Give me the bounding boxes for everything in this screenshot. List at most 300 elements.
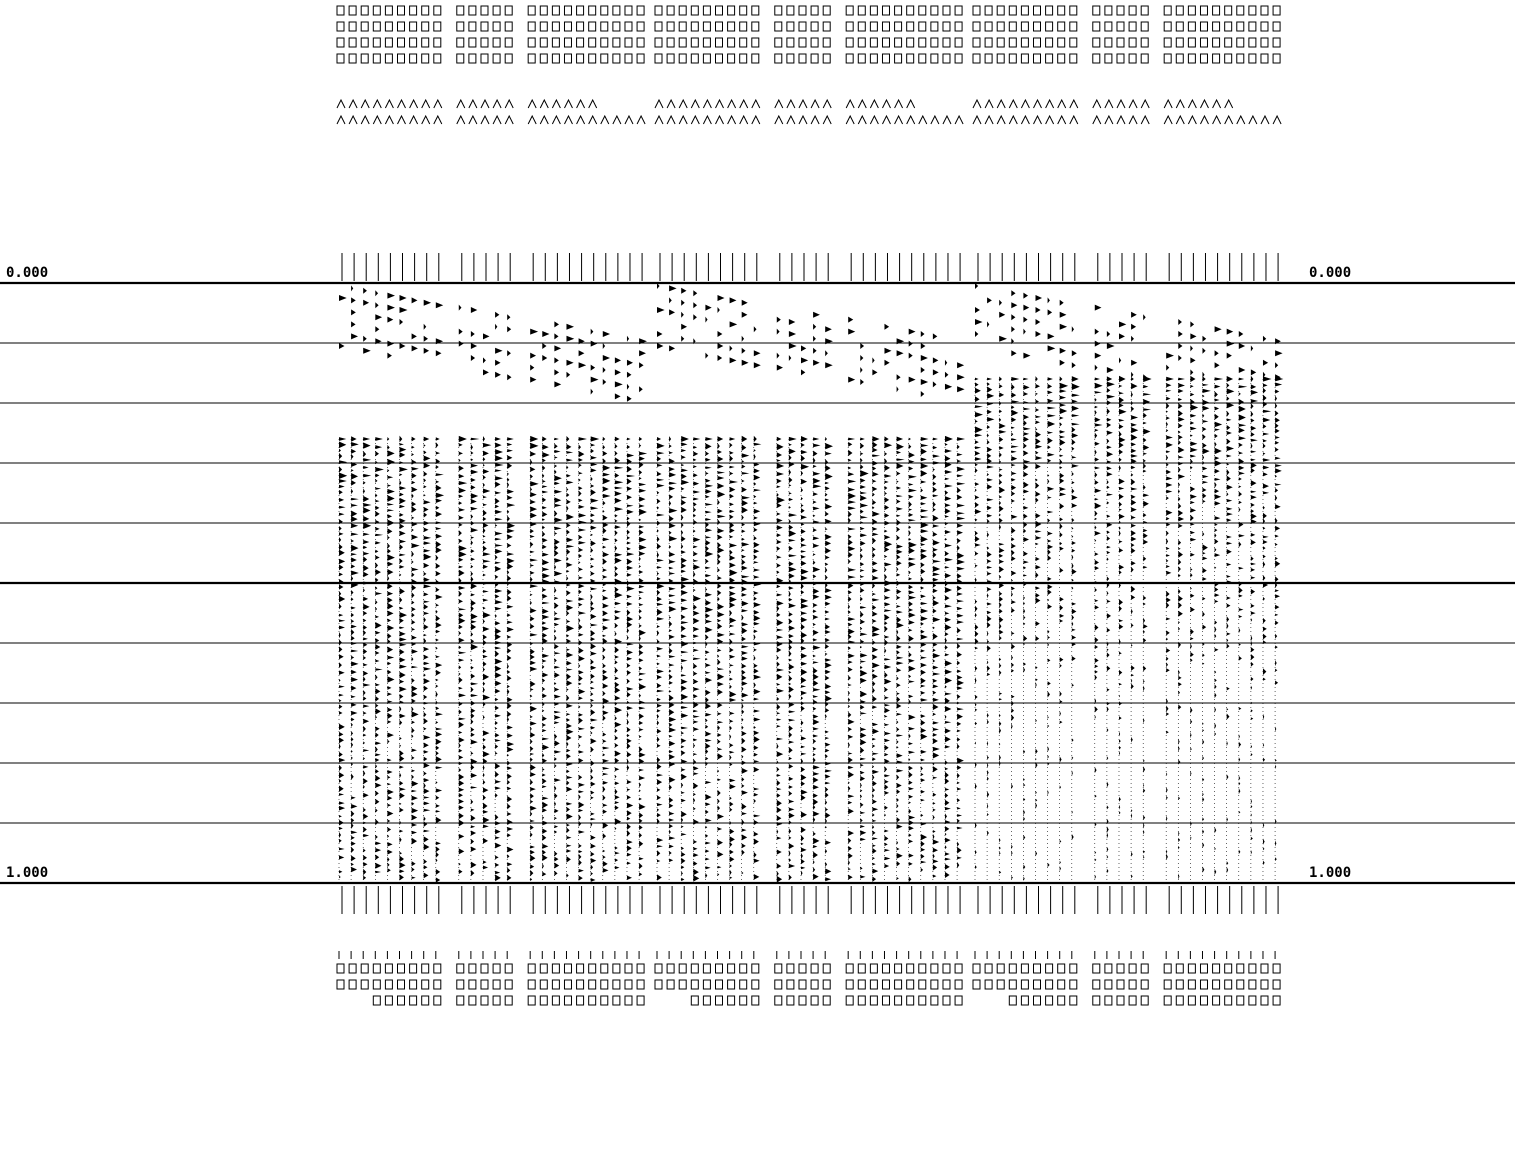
trace-event (554, 539, 559, 545)
trace-event (909, 787, 914, 790)
trace-event (1107, 702, 1110, 706)
header-glyph (577, 116, 585, 124)
trace-event (554, 809, 558, 814)
trace-event (615, 592, 623, 598)
header-glyph (955, 6, 962, 15)
trace-event (789, 598, 792, 602)
trace-event (742, 515, 744, 520)
trace-event (554, 862, 559, 868)
trace-event (639, 444, 641, 448)
trace-event (742, 670, 746, 676)
trace-event (813, 610, 817, 613)
trace-event (657, 506, 659, 509)
trace-event (718, 814, 725, 820)
trace-event (603, 767, 610, 770)
trace-event (507, 819, 513, 825)
trace-event (627, 530, 630, 535)
trace-event (848, 868, 851, 870)
trace-event (909, 577, 912, 580)
header-glyph (361, 964, 368, 973)
trace-event (566, 634, 569, 637)
trace-event (742, 487, 747, 493)
trace-event (542, 723, 546, 727)
trace-event (507, 463, 512, 469)
trace-event (1011, 844, 1012, 849)
trace-event (542, 538, 547, 543)
trace-event (1131, 466, 1135, 470)
trace-event (705, 613, 710, 618)
trace-event (975, 378, 979, 381)
header-glyph (410, 964, 417, 973)
trace-event (789, 808, 795, 812)
header-glyph (349, 100, 357, 108)
trace-event (1095, 449, 1097, 455)
header-glyph (919, 996, 926, 1005)
trace-event (542, 737, 549, 740)
trace-event (387, 647, 393, 653)
header-glyph (1225, 964, 1232, 973)
trace-event (718, 464, 724, 469)
trace-event (789, 561, 794, 566)
trace-event (705, 748, 708, 754)
trace-event (705, 818, 711, 822)
trace-event (603, 437, 606, 442)
header-glyph (846, 116, 854, 124)
trace-event (579, 859, 582, 866)
trace-event (1023, 408, 1030, 411)
trace-event (777, 329, 780, 335)
trace-event (483, 695, 490, 701)
trace-event (436, 679, 439, 681)
trace-event (705, 484, 713, 488)
trace-event (1011, 587, 1015, 591)
trace-event (1190, 553, 1194, 557)
trace-event (579, 505, 585, 509)
trace-event (897, 692, 900, 695)
trace-event (351, 553, 357, 556)
trace-event (1072, 684, 1074, 687)
trace-event (495, 555, 498, 560)
trace-event (627, 628, 629, 634)
trace-event (566, 562, 572, 567)
trace-event (933, 721, 939, 724)
trace-event (975, 631, 978, 637)
trace-event (730, 602, 736, 608)
trace-event (1178, 403, 1182, 409)
trace-event (669, 451, 673, 454)
trace-event (801, 701, 804, 705)
trace-event (825, 556, 830, 560)
trace-event (1023, 566, 1026, 569)
trace-event (483, 552, 491, 556)
trace-event (813, 645, 820, 650)
trace-event (339, 519, 343, 524)
trace-event (957, 842, 959, 847)
trace-event (860, 764, 863, 767)
trace-event (363, 808, 366, 812)
trace-event (975, 600, 977, 604)
header-glyph (882, 22, 889, 31)
trace-event (1048, 863, 1050, 867)
trace-event (566, 813, 572, 819)
header-glyph (434, 6, 441, 15)
header-glyph (457, 964, 464, 973)
header-glyph (1105, 116, 1113, 124)
trace-event (657, 850, 660, 856)
trace-event (363, 726, 366, 732)
trace-event (424, 796, 430, 798)
trace-event (669, 444, 672, 448)
trace-event (957, 437, 965, 441)
trace-event (848, 493, 856, 500)
trace-event (554, 785, 556, 791)
trace-event (1190, 427, 1196, 431)
header-glyph (846, 100, 854, 108)
trace-event (639, 684, 646, 690)
trace-event (1131, 415, 1138, 420)
trace-event (825, 743, 830, 747)
trace-event (872, 788, 875, 793)
trace-event (825, 350, 828, 356)
trace-event (754, 838, 759, 844)
trace-event (375, 683, 380, 686)
trace-event (424, 788, 430, 794)
trace-event (1060, 493, 1066, 497)
trace-event (718, 528, 725, 533)
trace-event (669, 560, 676, 564)
trace-event (639, 798, 642, 801)
trace-event (1202, 597, 1205, 601)
trace-event (375, 577, 378, 582)
trace-event (375, 562, 378, 568)
trace-event (909, 635, 914, 642)
trace-event (999, 847, 1001, 850)
trace-event (1036, 636, 1040, 641)
trace-event (459, 558, 464, 562)
trace-event (375, 758, 379, 762)
trace-event (730, 625, 735, 628)
trace-event (363, 604, 369, 610)
trace-event (921, 480, 927, 483)
trace-event (848, 528, 856, 531)
trace-event (400, 737, 402, 740)
seismic-trace (777, 317, 785, 883)
trace-event (591, 738, 597, 744)
trace-event (945, 852, 950, 855)
header-glyph (410, 54, 417, 63)
trace-event (884, 745, 888, 751)
trace-event (579, 362, 587, 368)
trace-event (705, 495, 709, 498)
trace-event (1143, 533, 1148, 539)
trace-event (848, 450, 852, 456)
trace-event (742, 300, 748, 306)
trace-event (483, 751, 490, 757)
trace-event (945, 508, 951, 514)
trace-event (1131, 537, 1136, 542)
trace-event (777, 635, 783, 639)
trace-event (1011, 456, 1017, 461)
trace-event (579, 499, 583, 502)
trace-event (387, 561, 393, 566)
trace-event (754, 326, 757, 332)
trace-event (681, 598, 687, 602)
trace-event (1023, 574, 1027, 576)
header-glyph (1164, 38, 1171, 47)
trace-event (363, 770, 365, 776)
trace-event (400, 781, 404, 786)
header-glyph (931, 6, 938, 15)
trace-event (742, 777, 745, 782)
trace-event (566, 688, 568, 691)
header-glyph (691, 116, 699, 124)
trace-event (872, 640, 875, 645)
trace-event (657, 536, 660, 542)
header-glyph (385, 964, 392, 973)
trace-event (1178, 595, 1183, 602)
trace-event (789, 484, 792, 486)
trace-event (1095, 423, 1103, 426)
trace-event (603, 355, 610, 361)
trace-event (813, 528, 817, 532)
trace-event (848, 590, 852, 594)
trace-event (375, 871, 381, 873)
trace-event (1190, 629, 1194, 635)
header-glyph (1070, 100, 1078, 108)
trace-event (801, 443, 805, 447)
trace-event (789, 355, 791, 361)
trace-event (351, 656, 354, 659)
trace-event (884, 596, 890, 600)
trace-event (351, 480, 356, 486)
trace-event (801, 669, 807, 676)
trace-event (813, 514, 815, 517)
trace-event (1202, 420, 1208, 423)
header-glyph (985, 38, 992, 47)
header-glyph (1046, 6, 1053, 15)
header-glyph (858, 980, 865, 989)
trace-event (1166, 602, 1169, 609)
trace-event (909, 542, 917, 548)
trace-event (754, 760, 760, 763)
trace-event (975, 420, 978, 423)
trace-event (400, 792, 405, 799)
trace-event (681, 799, 686, 803)
trace-event (789, 455, 792, 461)
trace-event (1202, 552, 1205, 555)
trace-event (754, 668, 759, 673)
trace-event (591, 534, 593, 537)
trace-event (566, 827, 569, 833)
trace-event (718, 491, 726, 498)
trace-event (872, 744, 875, 747)
trace-event (945, 826, 949, 832)
trace-event (909, 772, 913, 778)
trace-event (669, 594, 675, 597)
trace-event (375, 290, 378, 296)
trace-event (412, 734, 414, 738)
trace-event (1166, 416, 1170, 419)
header-glyph (434, 964, 441, 973)
trace-event (693, 753, 697, 755)
trace-event (681, 621, 688, 624)
trace-event (1119, 683, 1122, 685)
trace-event (789, 461, 795, 467)
trace-event (872, 593, 876, 596)
trace-event (579, 472, 583, 475)
trace-event (627, 840, 633, 845)
trace-event (424, 673, 426, 677)
header-glyph (625, 54, 632, 63)
header-glyph (564, 980, 571, 989)
trace-event (1143, 602, 1146, 605)
trace-event (1143, 459, 1146, 463)
trace-event (627, 622, 632, 628)
header-glyph (1070, 116, 1078, 124)
trace-event (681, 557, 687, 563)
trace-event (495, 814, 498, 820)
trace-event (897, 555, 901, 560)
trace-event (789, 343, 797, 349)
trace-event (681, 606, 688, 610)
trace-event (1131, 383, 1137, 389)
trace-event (424, 471, 428, 476)
trace-event (530, 593, 532, 595)
trace-event (1095, 588, 1097, 592)
trace-event (579, 850, 583, 853)
trace-event (957, 538, 961, 543)
trace-event (579, 618, 581, 624)
header-glyph (577, 22, 584, 31)
header-glyph (799, 964, 806, 973)
trace-event (801, 504, 804, 507)
trace-event (554, 381, 561, 387)
trace-event (495, 348, 502, 354)
trace-event (897, 443, 904, 450)
trace-event (693, 738, 697, 741)
trace-event (1023, 427, 1030, 430)
trace-event (351, 498, 359, 501)
header-glyph (337, 116, 345, 124)
trace-event (1178, 417, 1184, 422)
trace-event (424, 757, 428, 762)
header-glyph (1009, 100, 1017, 108)
trace-event (789, 612, 793, 617)
header-glyph (997, 964, 1004, 973)
trace-event (669, 803, 673, 808)
trace-event (471, 666, 474, 670)
trace-event (813, 574, 816, 578)
trace-event (639, 529, 643, 535)
header-glyph (1070, 964, 1077, 973)
header-glyph (919, 22, 926, 31)
trace-event (813, 739, 816, 744)
header-glyph (540, 996, 547, 1005)
trace-event (627, 823, 631, 829)
trace-event (375, 527, 379, 531)
trace-event (1202, 395, 1204, 398)
trace-event (412, 592, 415, 598)
header-glyph (728, 116, 736, 124)
trace-event (825, 754, 828, 759)
trace-event (1095, 391, 1102, 393)
header-glyph (823, 100, 831, 108)
trace-event (813, 536, 819, 540)
header-glyph (1034, 980, 1041, 989)
trace-event (1178, 423, 1182, 428)
trace-event (507, 747, 513, 752)
trace-event (566, 436, 569, 442)
trace-event (1095, 566, 1099, 570)
trace-event (615, 722, 622, 728)
trace-event (603, 546, 606, 549)
trace-event (1166, 477, 1172, 481)
trace-event (1166, 559, 1168, 562)
trace-event (351, 629, 354, 636)
trace-event (669, 309, 675, 315)
trace-event (459, 474, 465, 478)
header-glyph (337, 22, 344, 31)
trace-event (639, 452, 647, 456)
trace-event (1048, 377, 1053, 380)
trace-header-bottom (337, 951, 644, 1005)
header-glyph (373, 54, 380, 63)
trace-event (339, 537, 341, 543)
trace-event (825, 567, 827, 573)
trace-event (639, 769, 644, 772)
trace-event (987, 547, 989, 550)
trace-event (999, 592, 1002, 596)
trace-event (459, 617, 466, 624)
trace-event (657, 860, 660, 863)
trace-event (884, 715, 887, 717)
trace-event (483, 738, 486, 742)
trace-event (639, 833, 642, 839)
trace-event (483, 817, 489, 823)
header-glyph (703, 54, 710, 63)
trace-event (400, 436, 403, 443)
header-glyph (716, 116, 724, 124)
trace-event (705, 503, 713, 506)
header-glyph (349, 116, 357, 124)
trace-event (945, 807, 951, 810)
trace-event (424, 778, 430, 782)
header-glyph (505, 6, 512, 15)
trace-event (1131, 336, 1134, 342)
trace-event (669, 523, 676, 528)
trace-event (801, 508, 805, 513)
trace-event (483, 369, 489, 375)
trace-event (718, 753, 723, 759)
trace-event (693, 314, 697, 320)
trace-event (495, 510, 502, 514)
trace-event (554, 482, 559, 486)
trace-event (957, 814, 962, 817)
header-glyph (361, 54, 368, 63)
trace-event (507, 827, 513, 831)
trace-event (1060, 523, 1063, 529)
trace-event (591, 614, 597, 620)
trace-event (436, 810, 441, 812)
trace-event (884, 521, 890, 526)
trace-event (933, 766, 938, 772)
trace-event (1131, 644, 1133, 647)
trace-event (495, 621, 500, 626)
trace-event (933, 713, 936, 716)
trace-event (507, 796, 512, 802)
trace-event (813, 348, 817, 354)
trace-event (848, 539, 853, 546)
